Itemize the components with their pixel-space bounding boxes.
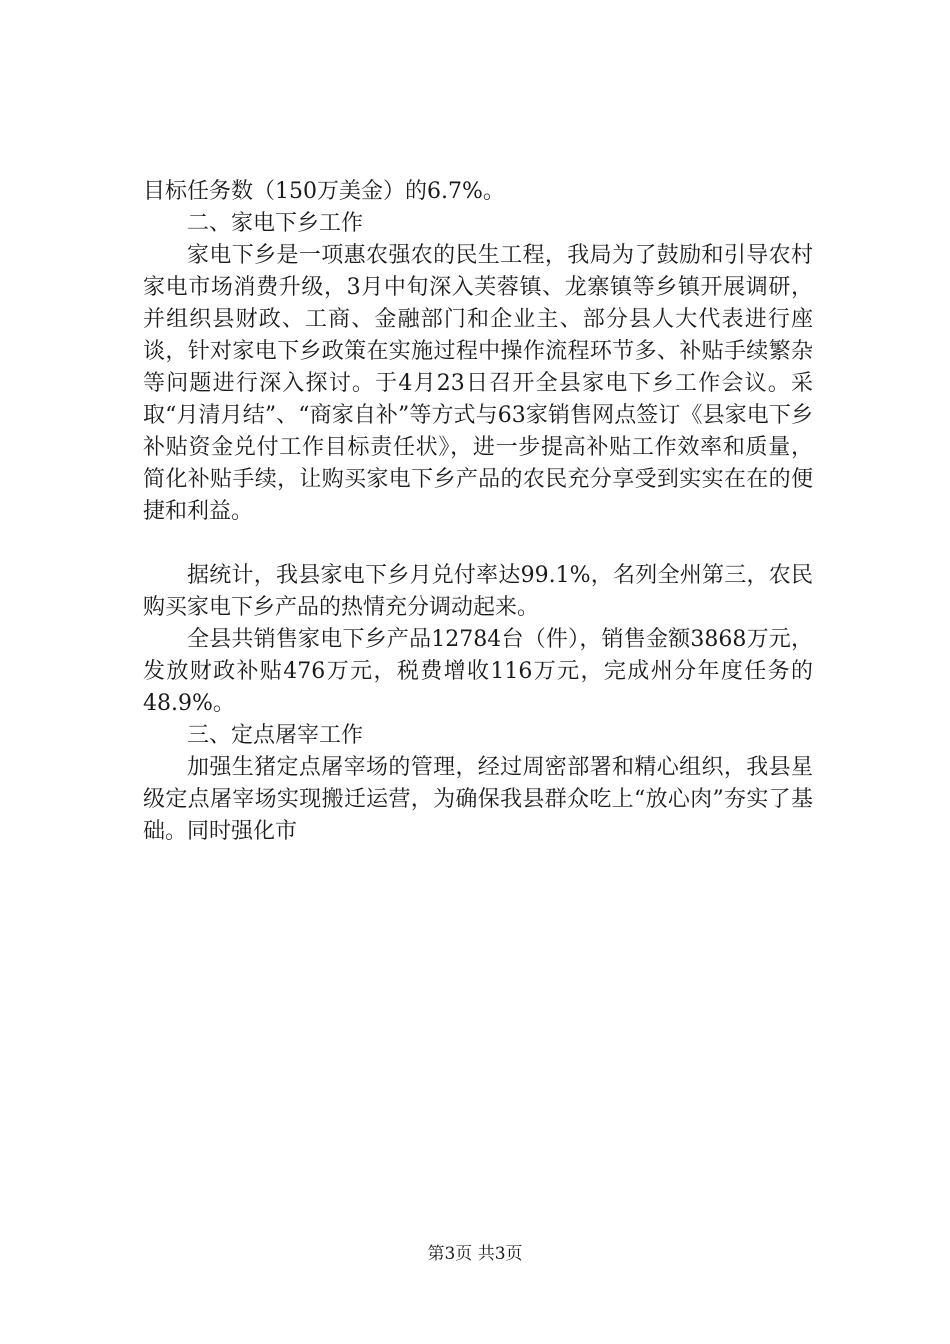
paragraph-slaughter-management: 加强生猪定点屠宰场的管理，经过周密部署和精心组织，我县星级定点屠宰场实现搬迁运营，为确保我县群众吃上“放心肉”夯实了基础。同时强化市 — [143, 755, 813, 844]
paragraph-sales-figures: 全县共销售家电下乡产品12784台（件），销售金额3868万元，发放财政补贴476万元，税费增收116万元，完成州分年度任务的48.9%。 — [143, 627, 813, 716]
section-heading-home-appliances: 二、家电下乡工作 — [187, 211, 364, 236]
document-body — [143, 176, 813, 848]
section-heading-slaughter: 三、定点屠宰工作 — [187, 723, 364, 748]
paragraph-statistics: 据统计，我县家电下乡月兑付率达99.1%，名列全州第三，农民购买家电下乡产品的热情充分调动起来。 — [143, 563, 813, 620]
page-number-footer: 第3页 共3页 — [427, 1244, 523, 1264]
paragraph-home-appliances-policy: 家电下乡是一项惠农强农的民生工程，我局为了鼓励和引导农村家电市场消费升级，3月中旬深入芙蓉镇、龙寨镇等乡镇开展调研，并组织县财政、工商、金融部门和企业主、部分县人大代表进行座谈，针对家电下乡政策在实施过程中操作流程环节多、补贴手续繁杂等问题进行深入探讨。于4月23日召开全县家电下乡工作会议。采取“月清月结”、“商家自补”等方式与63家销售网点签订《县家电下乡补贴资金兑付工作目标责任状》，进一步提高补贴工作效率和质量，简化补贴手续，让购买家电下乡产品的农民充分享受到实实在在的便捷和利益。 — [143, 243, 813, 524]
paragraph-continuation: 目标任务数（150万美金）的6.7%。 — [143, 179, 505, 204]
